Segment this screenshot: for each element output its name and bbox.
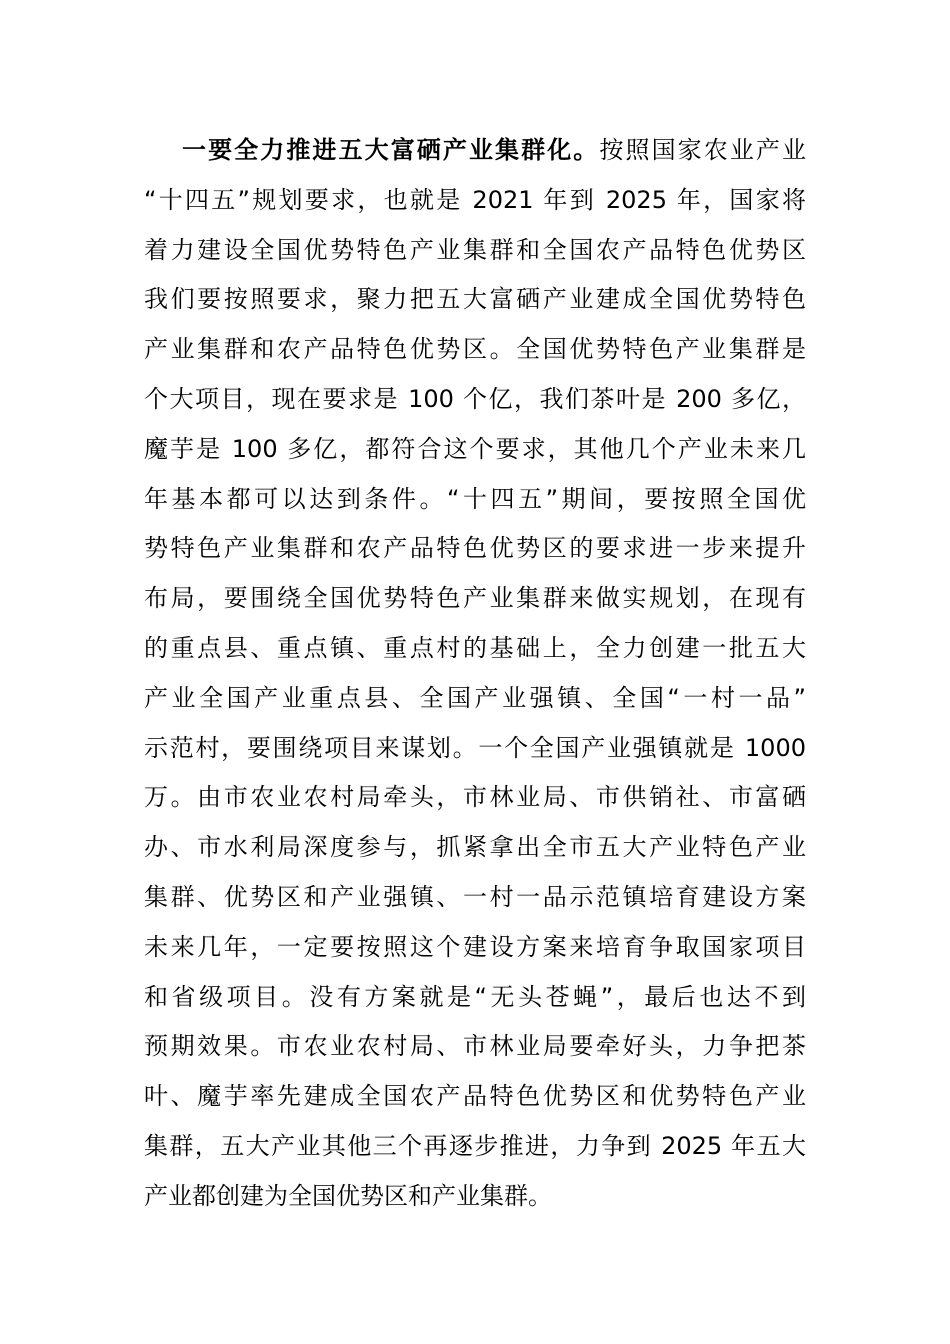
paragraph-line: 示范村，要围绕项目来谋划。一个全国产业强镇就是 1000	[144, 733, 806, 762]
paragraph-line: 集群、优势区和产业强镇、一村一品示范镇培育建设方案	[144, 882, 806, 911]
paragraph-line: 叶、魔芋率先建成全国农产品特色优势区和优势特色产业	[144, 1082, 806, 1111]
paragraph-line: 魔芋是 100 多亿，都符合这个要求，其他几个产业未来几	[144, 434, 806, 463]
paragraph-line: 产业全国产业重点县、全国产业强镇、全国“一村一品”	[144, 683, 806, 712]
paragraph-line-1-text: 按照国家农业产业	[599, 136, 806, 164]
paragraph-line: 集群，五大产业其他三个再逐步推进，力争到 2025 年五大	[144, 1131, 806, 1160]
paragraph-line-1	[144, 126, 806, 176]
paragraph-line: 我们要按照要求，聚力把五大富硒产业建成全国优势特色	[144, 285, 806, 314]
paragraph-line: 布局，要围绕全国优势特色产业集群来做实规划，在现有	[144, 584, 806, 613]
paragraph-line: 的重点县、重点镇、重点村的基础上，全力创建一批五大	[144, 633, 806, 662]
paragraph-line: 办、市水利局深度参与，抓紧拿出全市五大产业特色产业	[144, 833, 806, 862]
paragraph	[144, 126, 806, 1222]
paragraph-line: 产业都创建为全国优势区和产业集群。	[144, 1181, 552, 1210]
paragraph-line: 未来几年，一定要按照这个建设方案来培育争取国家项目	[144, 932, 806, 961]
paragraph-line: 着力建设全国优势特色产业集群和全国农产品特色优势区	[144, 235, 806, 264]
paragraph-line: 产业集群和农产品特色优势区。全国优势特色产业集群是	[144, 335, 806, 364]
paragraph-line: 势特色产业集群和农产品特色优势区的要求进一步来提升	[144, 534, 806, 563]
paragraph-line: 预期效果。市农业农村局、市林业局要牵好头，力争把茶	[144, 1032, 806, 1061]
paragraph-line: “十四五”规划要求，也就是 2021 年到 2025 年，国家将	[144, 185, 806, 214]
paragraph-line: 万。由市农业农村局牵头，市林业局、市供销社、市富硒	[144, 783, 806, 812]
paragraph-line: 和省级项目。没有方案就是“无头苍蝇”，最后也达不到	[144, 982, 806, 1011]
paragraph-line: 年基本都可以达到条件。“十四五”期间，要按照全国优	[144, 484, 806, 513]
paragraph-line: 个大项目，现在要求是 100 个亿，我们茶叶是 200 多亿，	[144, 384, 806, 413]
paragraph-lead-bold: 一要全力推进五大富硒产业集群化。	[182, 136, 600, 164]
